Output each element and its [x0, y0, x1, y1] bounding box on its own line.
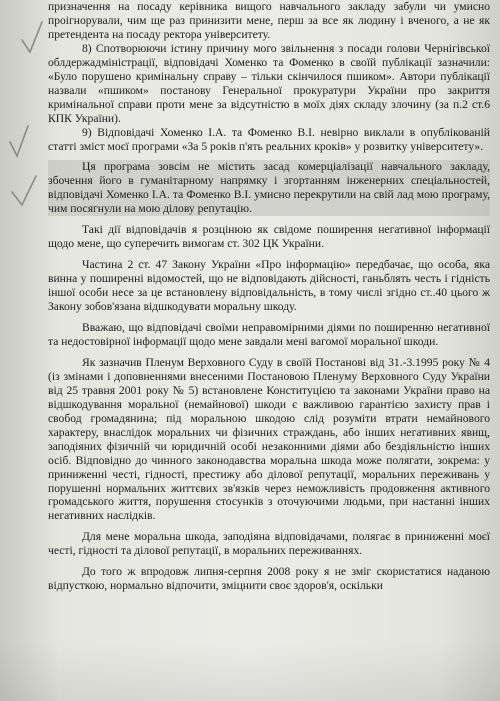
- paragraph-plenum: Як зазначив Пленум Верховного Суду в своїй Постанові від 31.-3.1995 року № 4 (із змінами і доповненнями внесеними Постановою Пленуму Верховного Суду України від 25 травня 2001 року № 5) встановлене Конституцією та законами України право на відшкодування моральної (немайнової) шкоди є важливою гарантією захисту прав і свобод громадянина; під моральною шкодою слід розуміти втрати немайнового характеру, внаслідок моральних чи фізичних страждань, або інших негативних явищ, заподіяних фізичній чи юридичній особі незаконними діями або бездіяльністю інших осіб. Відповідно до чинного законодавства моральна шкода може полягати, зокрема: у приниженні честі, гідності, престижу або ділової репутації, моральних переживань у порушенні нормальних життєвих зв'язків через неможливість продовження активного громадського життя, порушення стосунків з оточуючими людьми, при настанні інших негативних наслідків.: [48, 355, 490, 523]
- paragraph-item-8: 8) Спотворюючи істину причину мого звільнення з посади голови Чернігівської облдержадміністрації, відповідачі Хоменко та Фоменко в своїй публікації зазначили: «Було порушено кримінальну справу – тільки скінчилося пшиком». Автори публікації назвали «пшиком» постанову Генеральної прокуратури України про закриття кримінальної справи проти мене за відсутністю в моїх діях складу злочину (за п.2 ст.6 КПК України).: [48, 41, 490, 125]
- paragraph-actions: Такі дії відповідачів я розцінюю як свідоме поширення негативної інформації щодо мене, що суперечить вимогам ст. 302 ЦК України.: [48, 223, 490, 251]
- paragraph-vacation: До того ж впродовж липня-серпня 2008 року я не зміг скористатися наданою відпусткою, нормально відпочити, зміцнити своє здоров'я, оскільки: [48, 565, 490, 593]
- paragraph-moral-damage: Вважаю, що відповідачі своїми неправомірними діями по поширенню негативної та недостовірної інформації щодо мене завдали мені вагомої моральної шкоди.: [48, 321, 490, 348]
- document-text: [48, 0, 490, 593]
- paragraph-damage-description: Для мене моральна шкода, заподіяна відповідачами, полягає в приниженні моєї честі, гідності та ділової репутації, в моральних переживаннях.: [48, 530, 490, 558]
- page-shadow: [0, 641, 500, 701]
- paragraph-law-article: Частина 2 ст. 47 Закону України «Про інформацію» передбачає, що особа, яка винна у поширенні відомостей, що не відповідають дійсності, ганьблять честь і гідність іншої особи несе за це встановлену відповідальність, в тому числі згідно ст..40 цього ж Закону зобов'язана відшкодувати моральну шкоду.: [48, 258, 490, 314]
- paragraph-item-9: 9) Відповідачі Хоменко І.А. та Фоменко В.І. невірно виклали в опублікованій статті зміст моєї програми «За 5 років п'ять реальних кроків» у розвитку університету».: [48, 125, 490, 153]
- paragraph-continuation: призначення на посаду керівника вищого навчального закладу забули чи умисно проігнорували, чим ще раз принизити мене, перш за все як людину і вченого, а не як претендента на посаду ректора університету.: [48, 0, 490, 41]
- check-mark-1: [22, 22, 42, 52]
- paragraph-program: Ця програма зовсім не містить засад комерціалізації навчального закладу, збочення його в гуманітарному напрямку і згортанням інженерних спеціальностей, відповідачі Хоменко І.А. та Фоменко В.І. умисно перекрутили на свій лад мою програму, чим посягнули на мою ділову репутацію.: [48, 160, 490, 216]
- check-mark-2: [10, 126, 28, 156]
- check-mark-3: [12, 176, 36, 205]
